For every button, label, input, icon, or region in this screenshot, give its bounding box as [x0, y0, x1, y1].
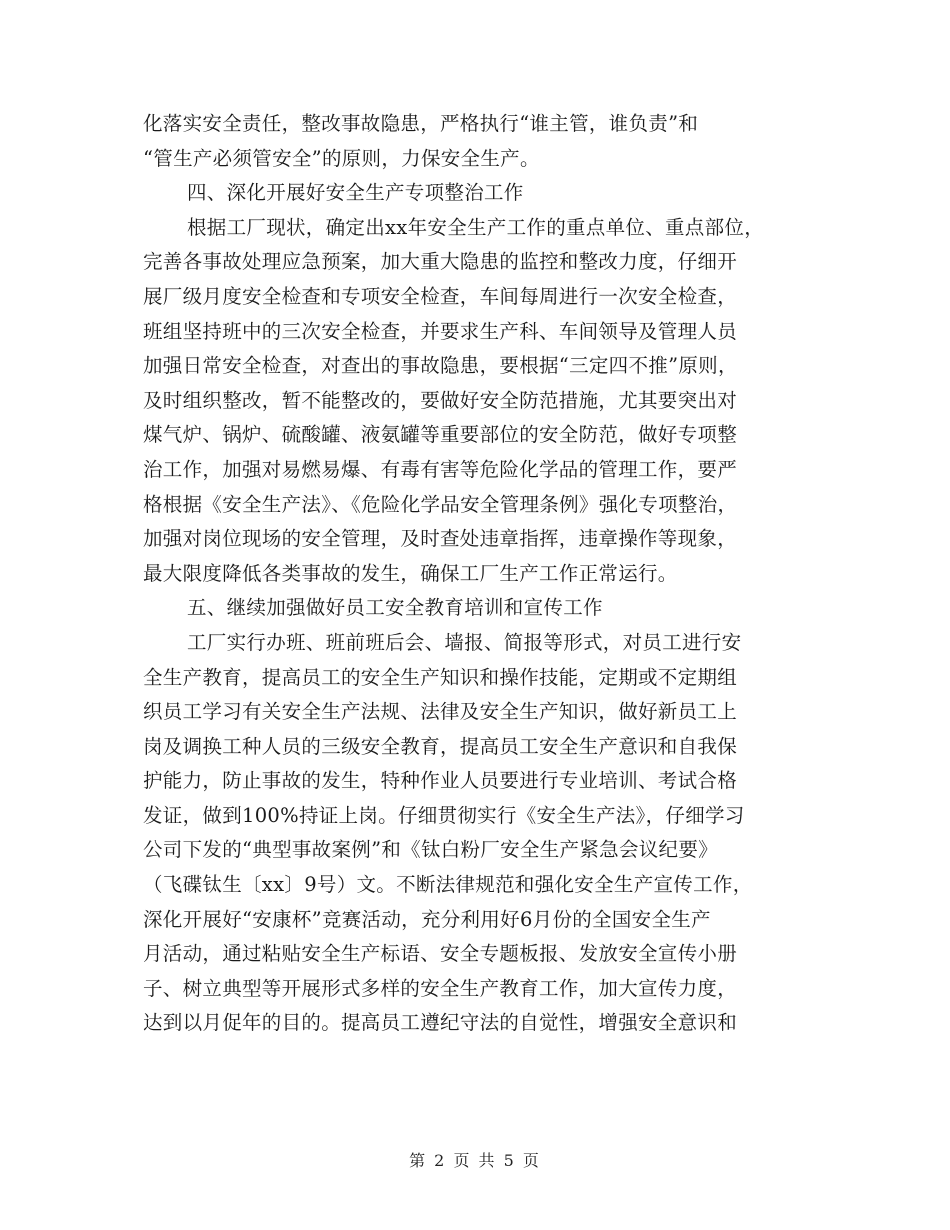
paragraph-line: 月活动，通过粘贴安全生产标语、安全专题板报、发放安全宣传小册	[143, 942, 738, 966]
paragraph-line: 加强日常安全检查，对查出的事故隐患，要根据“三定四不推”原则，	[143, 354, 738, 378]
paragraph-line: 岗及调换工种人员的三级安全教育，提高员工安全生产意识和自我保	[143, 734, 738, 758]
paragraph-line: 根据工厂现状，确定出xx年安全生产工作的重点单位、重点部位，	[187, 215, 764, 239]
paragraph-line: 发证，做到100%持证上岗。仔细贯彻实行《安全生产法》，仔细学习	[143, 803, 745, 827]
paragraph-line: 深化开展好“安康杯”竞赛活动，充分利用好6月份的全国安全生产	[143, 907, 711, 931]
paragraph-line: 最大限度降低各类事故的发生，确保工厂生产工作正常运行。	[143, 561, 678, 585]
paragraph-line: 全生产教育，提高员工的安全生产知识和操作技能，定期或不定期组	[143, 665, 738, 689]
document-body	[143, 107, 823, 1041]
paragraph-line: 及时组织整改，暂不能整改的，要做好安全防范措施，尤其要突出对	[143, 388, 738, 412]
paragraph-line: 工厂实行办班、班前班后会、墙报、简报等形式，对员工进行安	[187, 630, 742, 654]
paragraph-line: 加强对岗位现场的安全管理，及时查处违章指挥，违章操作等现象，	[143, 527, 738, 551]
paragraph-line: 子、树立典型等开展形式多样的安全生产教育工作，加大宣传力度，	[143, 976, 738, 1000]
paragraph-line: 护能力，防止事故的发生，特种作业人员要进行专业培训、考试合格	[143, 769, 738, 793]
paragraph-line: 班组坚持班中的三次安全检查，并要求生产科、车间领导及管理人员	[143, 319, 738, 343]
paragraph-line: “管生产必须管安全”的原则，力保安全生产。	[143, 146, 540, 170]
paragraph-line: 公司下发的“典型事故案例”和《钛白粉厂安全生产紧急会议纪要》	[143, 838, 718, 862]
section-heading: 五、继续加强做好员工安全教育培训和宣传工作	[187, 596, 603, 620]
paragraph-line: 织员工学习有关安全生产法规、法律及安全生产知识，做好新员工上	[143, 700, 738, 724]
paragraph-line: 完善各事故处理应急预案，加大重大隐患的监控和整改力度，仔细开	[143, 250, 738, 274]
section-heading: 四、深化开展好安全生产专项整治工作	[187, 181, 524, 205]
paragraph-line: 治工作，加强对易燃易爆、有毒有害等危险化学品的管理工作，要严	[143, 457, 738, 481]
paragraph-line: 煤气炉、锅炉、硫酸罐、液氨罐等重要部位的安全防范，做好专项整	[143, 423, 738, 447]
paragraph-line: 格根据《安全生产法》、《危险化学品安全管理条例》强化专项整治，	[143, 492, 738, 516]
paragraph-line: （飞碟钛生〔xx〕9号）文。不断法律规范和强化安全生产宣传工作，	[143, 873, 753, 897]
paragraph-line: 化落实安全责任，整改事故隐患，严格执行“谁主管，谁负责”和	[143, 112, 699, 135]
paragraph-line: 展厂级月度安全检查和专项安全检查，车间每周进行一次安全检查，	[143, 284, 738, 308]
page-footer: 第 2 页 共 5 页	[409, 1151, 541, 1170]
paragraph-line: 达到以月促年的目的。提高员工遵纪守法的自觉性，增强安全意识和	[143, 1011, 738, 1035]
